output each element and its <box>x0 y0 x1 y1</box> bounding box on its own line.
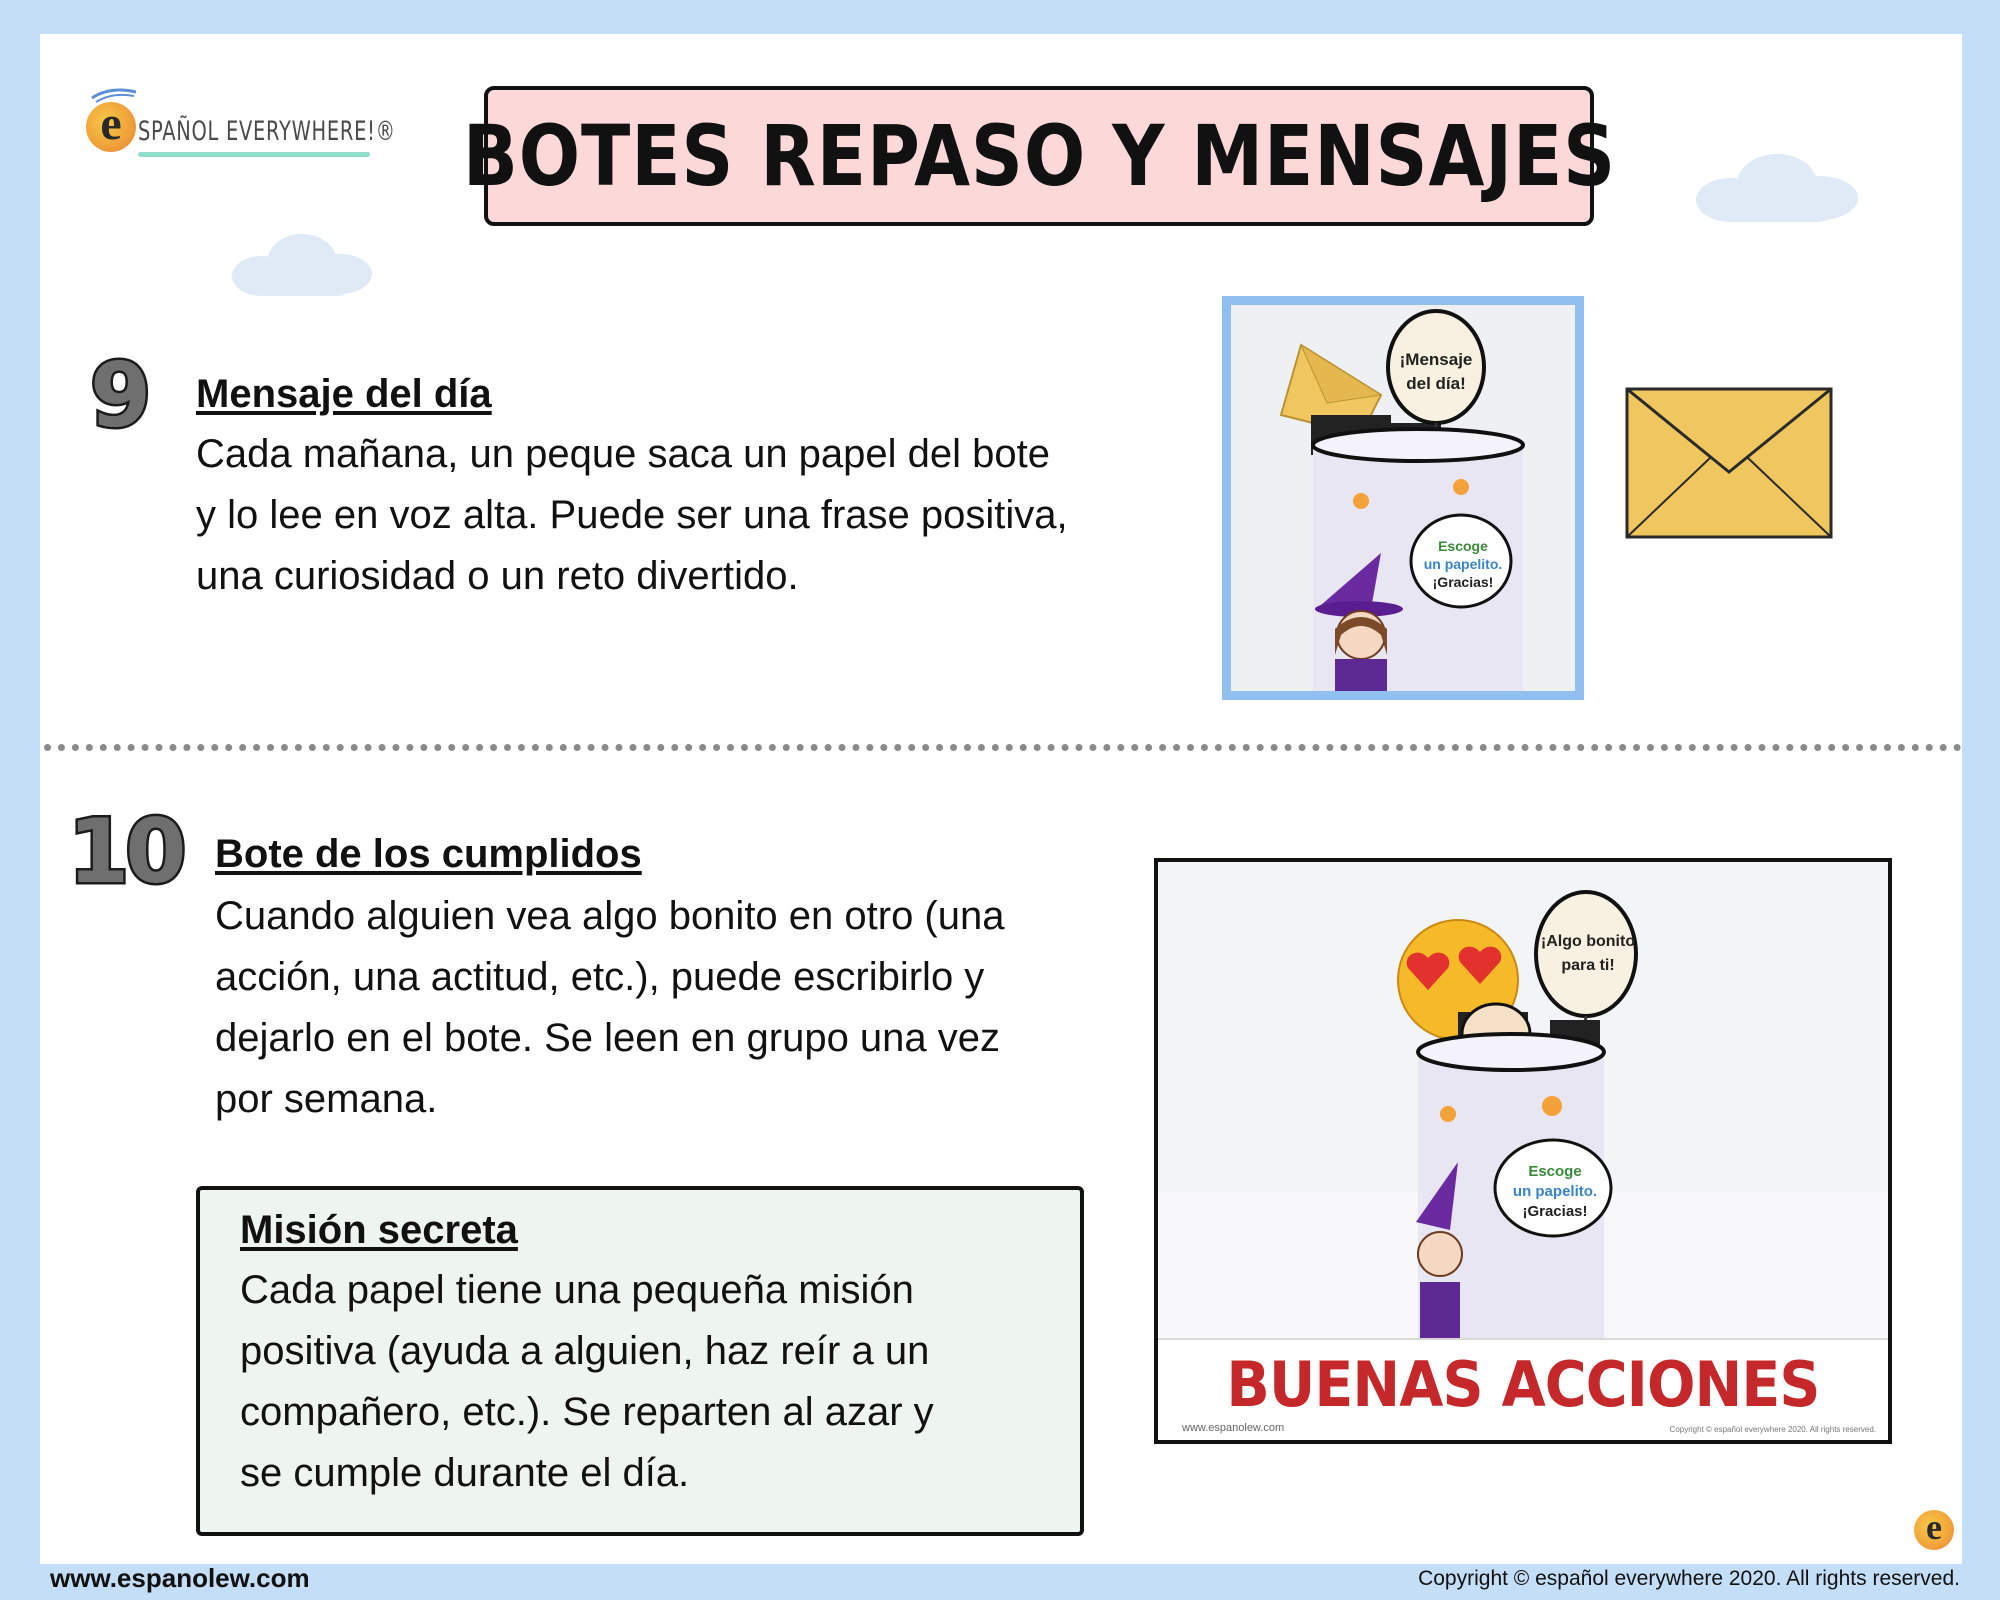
mission-body: Cada papel tiene una pequeña misión positiva (ayuda a alguien, haz reír a un compañero, etc.). Se reparten al azar y se cumple durante el día. <box>240 1268 934 1495</box>
mission-box <box>196 1186 1084 1536</box>
svg-text:Escoge: Escoge <box>1528 1163 1582 1180</box>
title-box <box>462 86 1616 226</box>
cloud-icon <box>228 232 376 298</box>
svg-text:para ti!: para ti! <box>1561 957 1615 974</box>
svg-text:¡Algo bonito: ¡Algo bonito <box>1540 933 1636 950</box>
photo-banner <box>1158 1338 1888 1440</box>
page-title: BOTES REPASO Y MENSAJES <box>462 107 1616 205</box>
cloud-icon <box>1692 152 1862 224</box>
svg-text:¡Mensaje: ¡Mensaje <box>1399 350 1473 369</box>
jar-illustration <box>1158 862 1888 1342</box>
corner-logo-icon: e <box>1914 1510 1954 1550</box>
brand-logo <box>86 86 396 186</box>
worksheet-page <box>40 34 1962 1564</box>
photo-mensaje-jar <box>1222 296 1584 700</box>
svg-text:del día!: del día! <box>1406 374 1466 393</box>
svg-text:Escoge: Escoge <box>1438 538 1488 554</box>
svg-text:un papelito.: un papelito. <box>1423 556 1503 572</box>
footer-copyright: Copyright © español everywhere 2020. All rights reserved. <box>1418 1567 1960 1590</box>
section-number-10: 10 <box>68 800 183 903</box>
section-body-mensaje: Cada mañana, un peque saca un papel del bote y lo lee en voz alta. Puede ser una frase positiva, una curiosidad o un reto divertido. <box>196 432 1068 598</box>
section-body-cumplidos: Cuando alguien vea algo bonito en otro (una acción, una actitud, etc.), puede escribirlo y dejarlo en el bote. Se leen en grupo una vez por semana. <box>215 894 1005 1121</box>
section-number-9: 9 <box>90 344 152 447</box>
photo-buenas-acciones <box>1154 858 1892 1444</box>
section-heading-cumplidos: Bote de los cumplidos <box>215 832 642 876</box>
mission-heading: Misión secreta <box>240 1208 518 1252</box>
svg-text:un papelito.: un papelito. <box>1512 1183 1598 1200</box>
logo-text: SPAÑOL EVERYWHERE!® <box>138 116 396 147</box>
section-heading-mensaje: Mensaje del día <box>196 372 492 416</box>
footer-url[interactable]: www.espanolew.com <box>50 1563 310 1593</box>
svg-text:¡Gracias!: ¡Gracias! <box>1522 1203 1588 1220</box>
jar-illustration <box>1231 305 1575 691</box>
envelope-icon <box>1624 386 1834 540</box>
banner-url: www.espanolew.com <box>1182 1422 1285 1434</box>
logo-e-icon: e <box>86 102 136 152</box>
section-divider <box>44 744 1962 751</box>
banner-title: BUENAS ACCIONES <box>1226 1348 1820 1421</box>
banner-copyright: Copyright © español everywhere 2020. All rights reserved. <box>1669 1425 1876 1434</box>
svg-text:¡Gracias!: ¡Gracias! <box>1432 574 1494 590</box>
logo-underline <box>138 152 370 157</box>
